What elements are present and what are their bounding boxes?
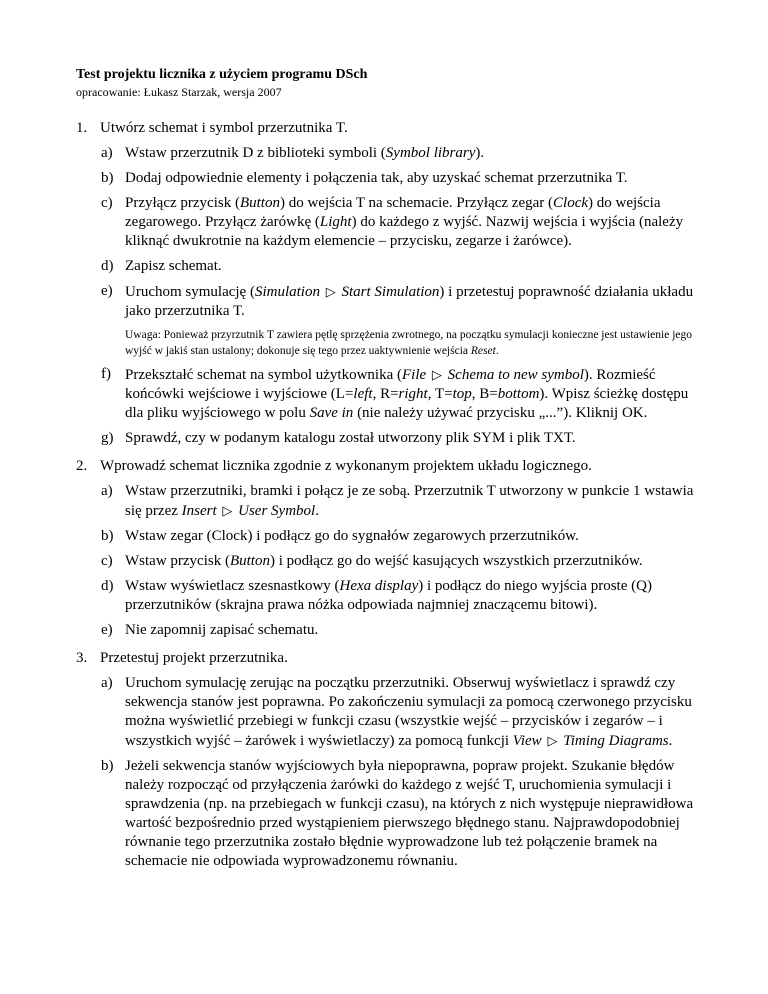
list-item: b) Dodaj odpowiednie elementy i połączenia tak, aby uzyskać schemat przerzutnika T. bbox=[101, 170, 628, 186]
menu-arrow-icon: ▷ bbox=[325, 284, 336, 299]
list-item: e) Uruchom symulację (Simulation ▷ Start Simulation) i przetestuj poprawność działania układu jako przerzutnika T. bbox=[101, 283, 694, 319]
section-heading: Wprowadź schemat licznika zgodnie z wykonanym projektem układu logicznego. bbox=[100, 458, 592, 474]
list-letter: c) bbox=[101, 195, 113, 211]
list-item: g) Sprawdź, czy w podanym katalogu został utworzony plik SYM i plik TXT. bbox=[101, 430, 576, 446]
list-item: b) Wstaw zegar (Clock) i podłącz go do sygnałów zegarowych przerzutników. bbox=[101, 528, 579, 544]
section-3 bbox=[76, 649, 708, 668]
list-letter: e) bbox=[101, 622, 113, 638]
list-item: c) Przyłącz przycisk (Button) do wejścia T na schemacie. Przyłącz zegar (Clock) do wejścia zegarowego. Przyłącz żarówkę (Light) do każdego z wyjść. Nazwij wejścia i wyjścia (należy kliknąć dwukrotnie na każdym elemencie – przycisku, zegarze i żarówce). bbox=[101, 195, 684, 249]
list-letter: e) bbox=[101, 283, 113, 299]
list-letter: b) bbox=[101, 170, 114, 186]
list-item: d) Wstaw wyświetlacz szesnastkowy (Hexa display) i podłącz do niego wyjścia proste (Q) przerzutników (skrajna prawa nóżka odpowiada najmniej znaczącemu bitowi). bbox=[101, 578, 652, 613]
list-letter: g) bbox=[101, 430, 114, 446]
section-number: 1. bbox=[76, 120, 88, 136]
list-letter: a) bbox=[101, 675, 113, 691]
list-item: a) Wstaw przerzutnik D z biblioteki symboli (Symbol library). bbox=[101, 145, 485, 161]
list-letter: b) bbox=[101, 528, 114, 544]
section-2 bbox=[76, 457, 708, 476]
list-letter: d) bbox=[101, 578, 114, 594]
menu-arrow-icon: ▷ bbox=[431, 367, 442, 382]
list-item: a) Uruchom symulację zerując na początku przerzutniki. Obserwuj wyświetlacz i sprawdź czy sekwencja stanów jest poprawna. Po zakończeniu symulacji za pomocą czerwonego przycisku można wyświetlić przebiegi w funkcji czasu (wszystkie wejść – przycisków i zegarów – i wszystkich wyjść – żarówek i wyświetlaczy) za pomocą funkcji View ▷ Timing Diagrams. bbox=[101, 675, 692, 749]
section-heading: Przetestuj projekt przerzutnika. bbox=[100, 650, 288, 666]
note-text: Uwaga: Ponieważ przyrzutnik T zawiera pętlę sprzężenia zwrotnego, na początku symulacji konieczne jest ustawienie jego wyjść w jakiś stan ustalony; dokonuje się tego przez uaktywnienie wejścia Reset. bbox=[125, 329, 693, 357]
section-1 bbox=[76, 119, 708, 138]
section-number: 3. bbox=[76, 650, 88, 666]
list-item: d) Zapisz schemat. bbox=[101, 258, 222, 274]
list-item: f) Przekształć schemat na symbol użytkownika (File ▷ Schema to new symbol). Rozmieść końcówki wejściowe i wyjściowe (L=left, R=right, T=top, B=bottom). Wpisz ścieżkę dostępu dla pliku wyjściowego w polu Save in (nie należy używać przycisku „...”). Kliknij OK. bbox=[101, 366, 689, 421]
document-subtitle: opracowanie: Łukasz Starzak, wersja 2007 bbox=[76, 85, 282, 99]
menu-arrow-icon: ▷ bbox=[222, 503, 233, 518]
list-item: b) Jeżeli sekwencja stanów wyjściowych była niepoprawna, popraw projekt. Szukanie błędów należy rozpocząć od przyłączenia żarówki do każdego z wejść T, uruchomienia symulacji i sprawdzenia (np. na przebiegach w funkcji czasu), na których z nich występuje nieprawidłowa wartość bezpośrednio przed wystąpieniem pierwszego błędnego stanu. Najprawdopodobniej równanie tego przerzutnika zostało błędnie wyprowadzone lub też połączenie bramek na schemacie nie odpowiada wyprowadzonemu równaniu. bbox=[101, 758, 694, 869]
list-item: c) Wstaw przycisk (Button) i podłącz go do wejść kasujących wszystkich przerzutników. bbox=[101, 553, 643, 569]
list-letter: b) bbox=[101, 758, 114, 774]
document-title: Test projektu licznika z użyciem programu DSch bbox=[76, 67, 368, 82]
list-letter: d) bbox=[101, 258, 114, 274]
menu-arrow-icon: ▷ bbox=[547, 733, 558, 748]
list-letter: a) bbox=[101, 483, 113, 499]
list-item: a) Wstaw przerzutniki, bramki i połącz je ze sobą. Przerzutnik T utworzony w punkcie 1 wstawia się przez Insert ▷ User Symbol. bbox=[101, 483, 694, 519]
list-letter: f) bbox=[101, 366, 111, 382]
document-page bbox=[76, 66, 708, 871]
section-number: 2. bbox=[76, 458, 88, 474]
list-item: e) Nie zapomnij zapisać schematu. bbox=[101, 622, 319, 638]
list-letter: c) bbox=[101, 553, 113, 569]
section-heading: Utwórz schemat i symbol przerzutnika T. bbox=[100, 120, 348, 136]
list-letter: a) bbox=[101, 145, 113, 161]
